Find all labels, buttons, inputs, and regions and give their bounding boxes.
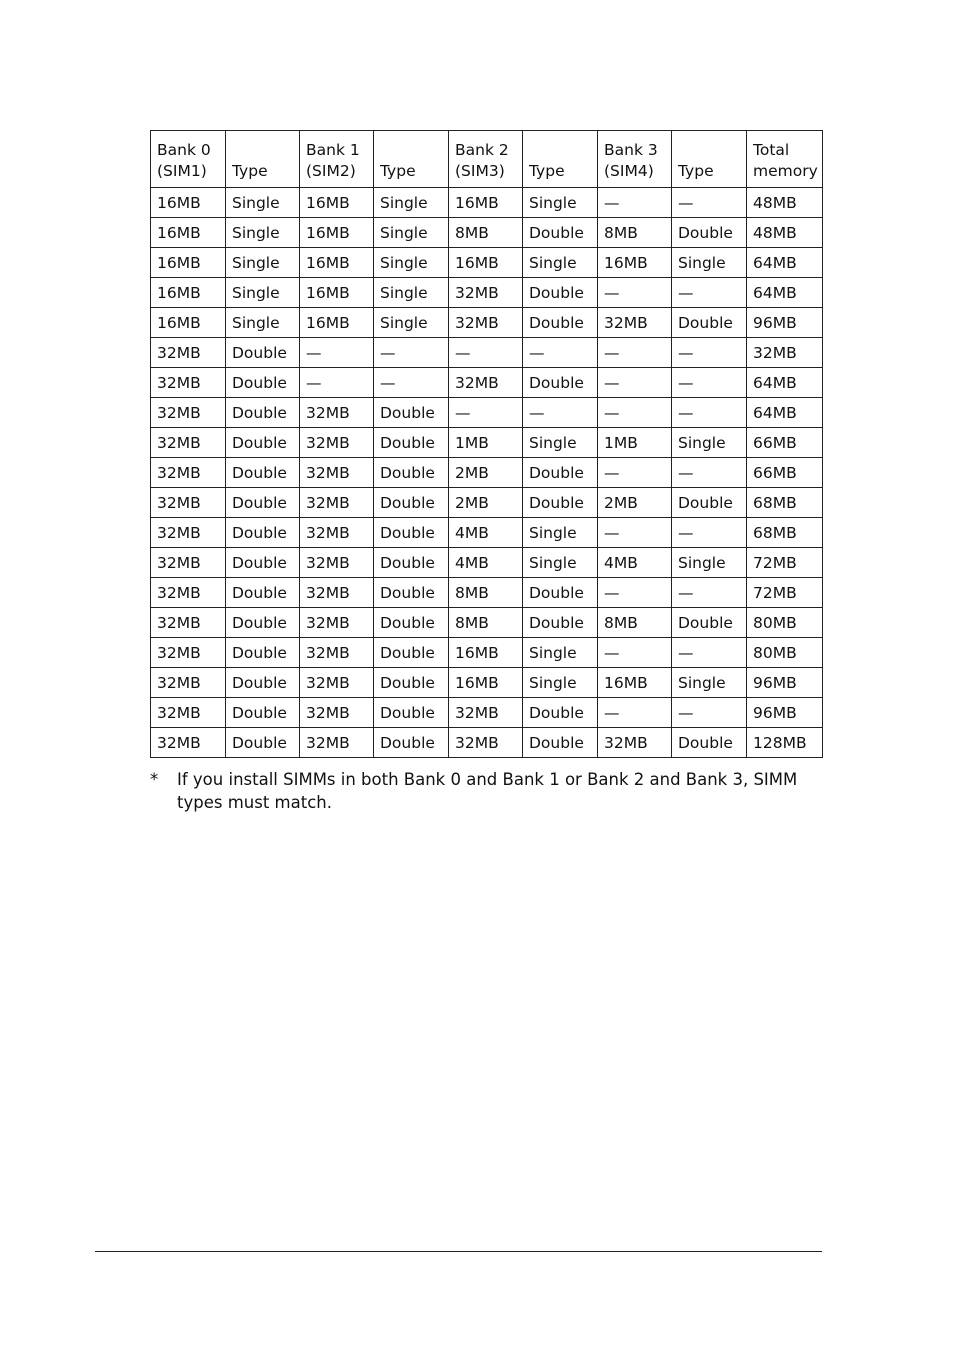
table-cell: 32MB <box>300 728 374 758</box>
table-cell: Double <box>523 368 598 398</box>
table-cell: 68MB <box>747 488 823 518</box>
table-cell: 16MB <box>300 248 374 278</box>
table-cell: — <box>598 338 672 368</box>
table-cell: Double <box>672 728 747 758</box>
table-cell: Single <box>523 668 598 698</box>
table-cell: Single <box>523 638 598 668</box>
table-cell: 8MB <box>449 608 523 638</box>
table-cell: Double <box>374 518 449 548</box>
table-cell: Single <box>523 428 598 458</box>
table-cell: 16MB <box>151 248 226 278</box>
table-cell: 80MB <box>747 608 823 638</box>
table-cell: — <box>449 338 523 368</box>
table-cell: 8MB <box>449 578 523 608</box>
table-cell: Single <box>374 278 449 308</box>
table-cell: 80MB <box>747 638 823 668</box>
table-cell: Double <box>226 428 300 458</box>
total-memory-header <box>747 131 823 188</box>
table-cell: — <box>300 338 374 368</box>
table-cell: 32MB <box>151 398 226 428</box>
footnote <box>150 768 822 814</box>
table-cell: — <box>598 458 672 488</box>
table-cell: — <box>598 518 672 548</box>
table-cell: — <box>374 368 449 398</box>
table-cell: 32MB <box>151 488 226 518</box>
table-cell: — <box>672 278 747 308</box>
table-cell: 32MB <box>747 338 823 368</box>
table-cell: 64MB <box>747 248 823 278</box>
table-cell: — <box>672 698 747 728</box>
table-row <box>151 398 823 428</box>
header-line: (SIM1) <box>157 162 207 180</box>
table-cell: 4MB <box>449 548 523 578</box>
table-cell: 16MB <box>151 278 226 308</box>
table-cell: 16MB <box>151 218 226 248</box>
table-cell: 16MB <box>300 308 374 338</box>
table-cell: Double <box>226 608 300 638</box>
table-cell: Single <box>672 428 747 458</box>
table-row <box>151 698 823 728</box>
table-cell: — <box>598 578 672 608</box>
table-cell: Double <box>374 458 449 488</box>
bank-1-header <box>300 131 374 188</box>
table-row <box>151 458 823 488</box>
table-cell: Double <box>374 548 449 578</box>
table-cell: 32MB <box>151 608 226 638</box>
header-line: Bank 0 <box>157 141 211 159</box>
table-cell: Single <box>374 188 449 218</box>
table-cell: — <box>672 368 747 398</box>
table-cell: 64MB <box>747 368 823 398</box>
header-line: (SIM3) <box>455 162 505 180</box>
table-row <box>151 308 823 338</box>
table-cell: Double <box>226 578 300 608</box>
table-cell: Single <box>226 278 300 308</box>
table-cell: — <box>672 578 747 608</box>
table-cell: Double <box>226 398 300 428</box>
table-cell: Double <box>672 218 747 248</box>
footnote-marker: * <box>150 770 159 789</box>
table-cell: 32MB <box>300 698 374 728</box>
table-cell: — <box>598 398 672 428</box>
table-cell: Double <box>374 668 449 698</box>
table-cell: — <box>672 398 747 428</box>
table-row <box>151 278 823 308</box>
table-cell: Double <box>523 488 598 518</box>
bank-0-header <box>151 131 226 188</box>
table-cell: Double <box>523 608 598 638</box>
table-row <box>151 668 823 698</box>
table-cell: 66MB <box>747 458 823 488</box>
table-cell: 32MB <box>151 668 226 698</box>
table-cell: Double <box>226 368 300 398</box>
table-cell: 32MB <box>300 668 374 698</box>
table-row <box>151 248 823 278</box>
table-cell: Double <box>374 638 449 668</box>
table-cell: 32MB <box>300 578 374 608</box>
table-cell: Double <box>374 428 449 458</box>
table-cell: Single <box>523 188 598 218</box>
table-cell: Double <box>226 638 300 668</box>
table-cell: — <box>672 458 747 488</box>
table-cell: 4MB <box>598 548 672 578</box>
table-cell: 16MB <box>449 668 523 698</box>
table-cell: Double <box>672 308 747 338</box>
table-cell: Double <box>523 698 598 728</box>
header-line: memory <box>753 162 818 180</box>
bank-2-header <box>449 131 523 188</box>
table-cell: 32MB <box>151 728 226 758</box>
table-cell: 8MB <box>598 218 672 248</box>
table-cell: — <box>598 278 672 308</box>
table-cell: Double <box>523 278 598 308</box>
table-cell: — <box>672 638 747 668</box>
table-cell: Double <box>374 398 449 428</box>
table-cell: 68MB <box>747 518 823 548</box>
table-cell: Double <box>226 548 300 578</box>
table-row <box>151 218 823 248</box>
table-cell: 32MB <box>449 278 523 308</box>
table-cell: — <box>598 698 672 728</box>
table-cell: 16MB <box>300 188 374 218</box>
table-cell: — <box>672 338 747 368</box>
bank-2-type-header <box>523 131 598 188</box>
simm-memory-configuration-table <box>150 130 823 758</box>
table-cell: 32MB <box>151 698 226 728</box>
header-line: Type <box>380 162 416 180</box>
table-cell: 32MB <box>151 638 226 668</box>
table-cell: 32MB <box>449 698 523 728</box>
header-line: Type <box>529 162 565 180</box>
table-row <box>151 578 823 608</box>
table-cell: 16MB <box>598 248 672 278</box>
table-cell: 48MB <box>747 188 823 218</box>
table-cell: Double <box>226 338 300 368</box>
table-cell: — <box>598 368 672 398</box>
table-cell: — <box>523 398 598 428</box>
table-cell: Single <box>672 548 747 578</box>
table-row <box>151 428 823 458</box>
table-cell: 8MB <box>449 218 523 248</box>
table-cell: Single <box>523 248 598 278</box>
table-cell: Double <box>226 698 300 728</box>
header-line: Total <box>753 141 790 159</box>
table-cell: Double <box>374 608 449 638</box>
table-cell: 32MB <box>300 398 374 428</box>
header-line: Type <box>232 162 268 180</box>
header-line: (SIM2) <box>306 162 356 180</box>
table-cell: Double <box>374 728 449 758</box>
table-cell: Double <box>226 488 300 518</box>
table-cell: — <box>449 398 523 428</box>
table-cell: 32MB <box>449 308 523 338</box>
table-cell: 96MB <box>747 308 823 338</box>
bank-3-type-header <box>672 131 747 188</box>
table-cell: Double <box>226 518 300 548</box>
table-cell: 32MB <box>300 638 374 668</box>
table-row <box>151 728 823 758</box>
table-cell: 128MB <box>747 728 823 758</box>
table-cell: Double <box>672 488 747 518</box>
table-cell: 1MB <box>598 428 672 458</box>
table-cell: 32MB <box>300 548 374 578</box>
table-cell: 32MB <box>449 728 523 758</box>
header-line: Bank 2 <box>455 141 509 159</box>
table-row <box>151 368 823 398</box>
table-cell: 32MB <box>598 308 672 338</box>
table-cell: 48MB <box>747 218 823 248</box>
table-cell: — <box>523 338 598 368</box>
table-cell: — <box>598 638 672 668</box>
table-cell: 32MB <box>449 368 523 398</box>
table-cell: — <box>598 188 672 218</box>
table-cell: Double <box>226 668 300 698</box>
table-cell: Double <box>226 728 300 758</box>
table-cell: Single <box>523 518 598 548</box>
table-cell: 32MB <box>300 608 374 638</box>
table-header-row <box>151 131 823 188</box>
table-body <box>151 188 823 758</box>
table-cell: 16MB <box>300 278 374 308</box>
table-cell: Single <box>374 248 449 278</box>
table-cell: Single <box>226 188 300 218</box>
table-cell: 1MB <box>449 428 523 458</box>
table-row <box>151 338 823 368</box>
table-cell: 2MB <box>449 458 523 488</box>
table-cell: — <box>374 338 449 368</box>
table-row <box>151 188 823 218</box>
table-cell: 32MB <box>300 488 374 518</box>
table-cell: 16MB <box>449 248 523 278</box>
table-cell: Double <box>523 728 598 758</box>
table-cell: — <box>672 188 747 218</box>
table-cell: 64MB <box>747 278 823 308</box>
table-cell: 32MB <box>300 518 374 548</box>
table-cell: 32MB <box>151 338 226 368</box>
table-cell: Single <box>226 248 300 278</box>
table-cell: 32MB <box>151 518 226 548</box>
table-cell: 32MB <box>300 458 374 488</box>
table-cell: — <box>300 368 374 398</box>
table-cell: 16MB <box>598 668 672 698</box>
table-cell: 32MB <box>151 548 226 578</box>
table-cell: Double <box>374 698 449 728</box>
table-cell: Double <box>523 218 598 248</box>
bank-3-header <box>598 131 672 188</box>
table-cell: 32MB <box>151 458 226 488</box>
table-cell: 32MB <box>151 368 226 398</box>
table-cell: Single <box>374 308 449 338</box>
table-cell: 8MB <box>598 608 672 638</box>
table-cell: 32MB <box>598 728 672 758</box>
table-cell: 96MB <box>747 668 823 698</box>
table-cell: 16MB <box>151 308 226 338</box>
footer-rule <box>95 1251 822 1252</box>
table-cell: Double <box>226 458 300 488</box>
table-row <box>151 638 823 668</box>
table-cell: 4MB <box>449 518 523 548</box>
table-cell: 72MB <box>747 578 823 608</box>
table-cell: 32MB <box>151 578 226 608</box>
bank-1-type-header <box>374 131 449 188</box>
table-cell: Double <box>523 578 598 608</box>
header-line: Type <box>678 162 714 180</box>
table-row <box>151 518 823 548</box>
table-cell: 32MB <box>300 428 374 458</box>
table-cell: 64MB <box>747 398 823 428</box>
header-line: Bank 1 <box>306 141 360 159</box>
table-cell: 2MB <box>598 488 672 518</box>
table-cell: Double <box>374 578 449 608</box>
table-cell: 66MB <box>747 428 823 458</box>
table-cell: Single <box>523 548 598 578</box>
table-cell: 32MB <box>151 428 226 458</box>
table-cell: Double <box>374 488 449 518</box>
table-cell: Single <box>672 668 747 698</box>
table-cell: 96MB <box>747 698 823 728</box>
table-row <box>151 548 823 578</box>
table-cell: 16MB <box>151 188 226 218</box>
table-row <box>151 488 823 518</box>
table-cell: Single <box>226 218 300 248</box>
table-cell: — <box>672 518 747 548</box>
table-cell: Double <box>672 608 747 638</box>
table-cell: 16MB <box>449 638 523 668</box>
footnote-text: If you install SIMMs in both Bank 0 and Bank 1 or Bank 2 and Bank 3, SIMM types must match. <box>177 770 798 812</box>
table-cell: Single <box>226 308 300 338</box>
bank-0-type-header <box>226 131 300 188</box>
table-cell: Double <box>523 308 598 338</box>
table-cell: 16MB <box>449 188 523 218</box>
table-cell: 2MB <box>449 488 523 518</box>
table-cell: Single <box>374 218 449 248</box>
header-line: Bank 3 <box>604 141 658 159</box>
header-line: (SIM4) <box>604 162 654 180</box>
table-cell: Single <box>672 248 747 278</box>
table-cell: Double <box>523 458 598 488</box>
table-row <box>151 608 823 638</box>
table-cell: 72MB <box>747 548 823 578</box>
table-cell: 16MB <box>300 218 374 248</box>
